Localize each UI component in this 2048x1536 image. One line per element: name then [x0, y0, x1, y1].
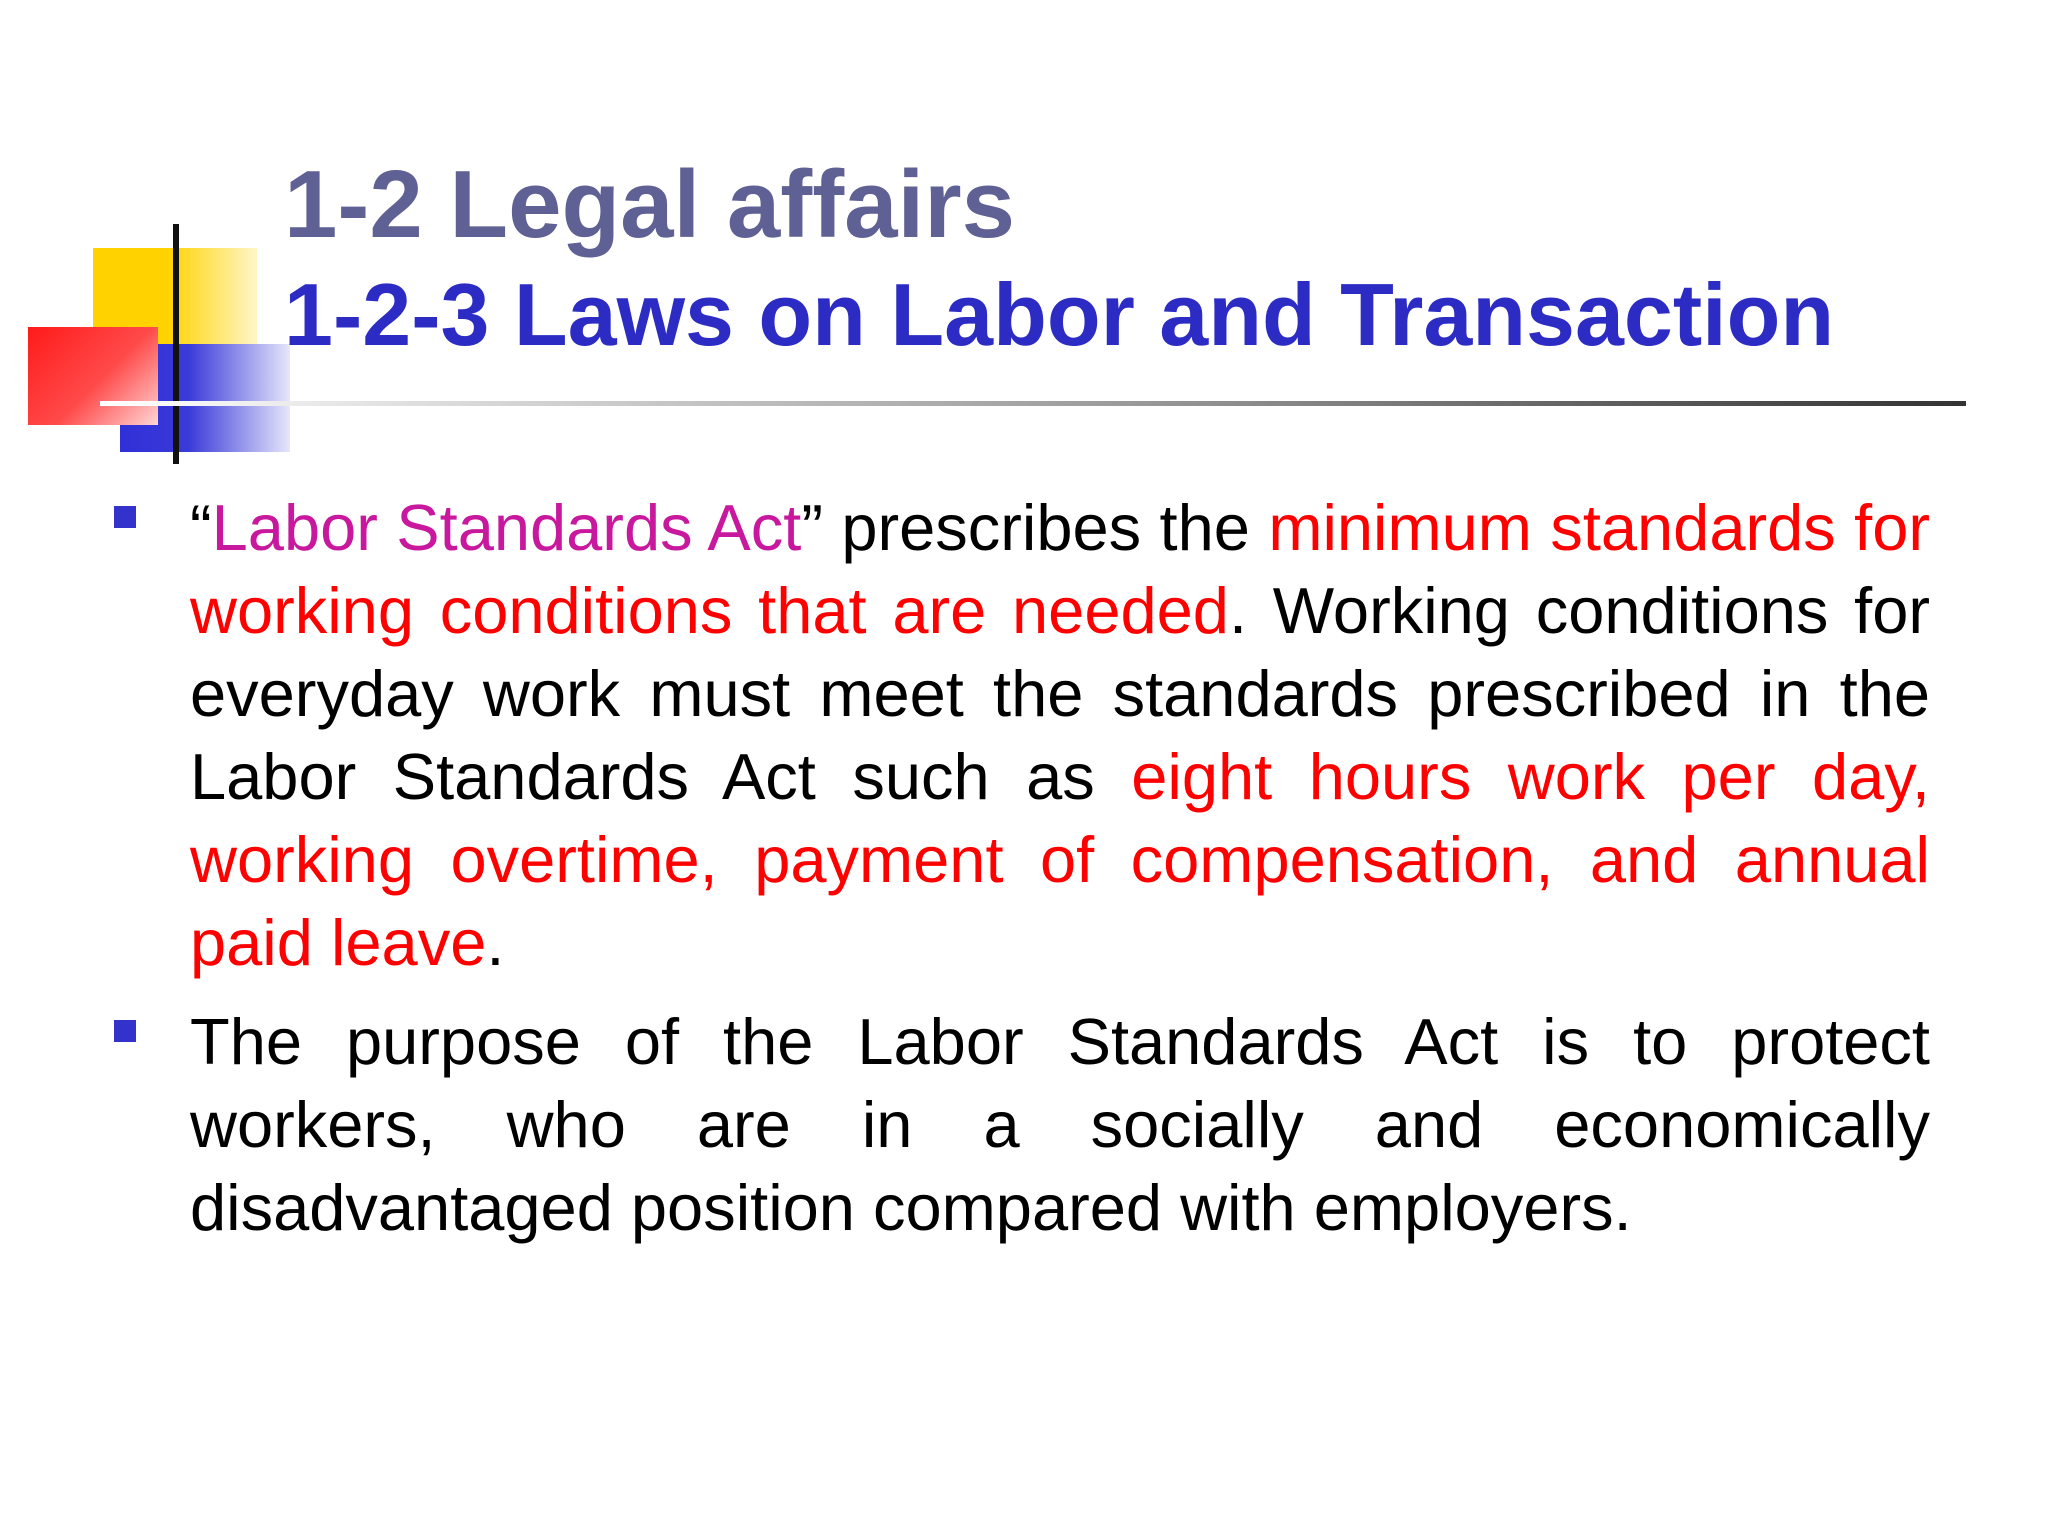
text-segment: . Working conditions for everyday work must meet the standards prescribed in the Labor Standards Act such as: [190, 574, 1930, 813]
highlight-minimum-standards: minimum standards for working conditions that are needed: [190, 491, 1931, 647]
square-bullet-icon: [114, 1020, 136, 1042]
bullet-item: [110, 486, 1930, 984]
bullet-list: [110, 486, 1930, 1265]
bullet-item: [110, 1000, 1930, 1249]
title-underline: [100, 401, 1966, 406]
decorative-red-block: [28, 327, 158, 425]
slide-title: 1-2 Legal affairs: [284, 151, 1015, 258]
text-segment: ” prescribes the: [801, 491, 1269, 564]
highlight-act-name: Labor Standards Act: [211, 491, 802, 564]
text-segment: The purpose of the Labor Standards Act is to protect workers, who are in a socially and economically disadvantaged position compared with employers.: [190, 1005, 1930, 1244]
slide-subtitle: 1-2-3 Laws on Labor and Transaction: [284, 265, 1835, 364]
square-bullet-icon: [114, 506, 136, 528]
highlight-working-conditions: eight hours work per day, working overtime, payment of compensation, and annual paid leave: [190, 740, 1930, 979]
text-segment: .: [486, 906, 505, 979]
decorative-vertical-line: [173, 224, 179, 464]
text-segment: “: [190, 491, 212, 564]
